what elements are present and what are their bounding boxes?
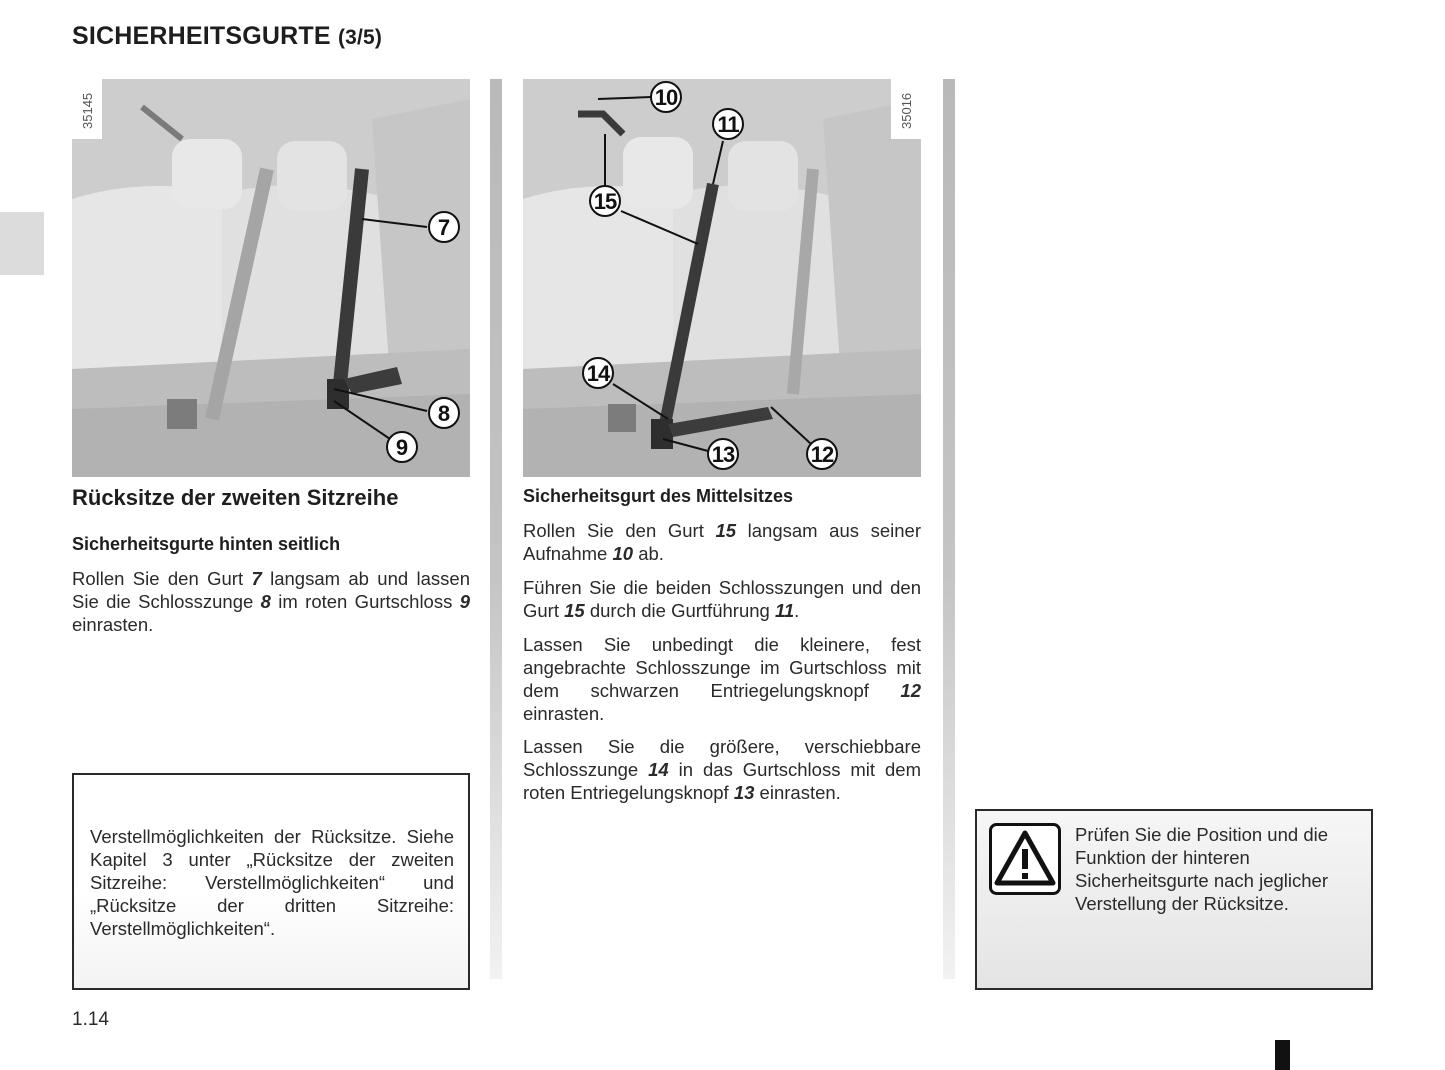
middle-belt-step-4: Lassen Sie die größere, verschiebbare Schlosszunge 14 in das Gurtschloss mit dem roten Entriegelungsknopf 13 einrasten. [523,736,921,803]
section-title: Rücksitze der zweiten Sitzreihe [72,485,399,510]
page-edge-marker [1275,1040,1290,1070]
figure-code: 35016 [899,92,914,129]
middle-belt-step-3: Lassen Sie unbedingt die kleinere, fest angebrachte Schlosszunge im Gurtschloss mit dem schwarzen Entriegelungsknopf 12 einrasten. [523,634,921,724]
warning-triangle-icon [989,823,1061,895]
callout-14 [583,358,613,388]
figure-code: 35145 [80,92,95,129]
subsection-title-side-belts: Sicherheitsgurte hinten seitlich [72,534,341,554]
page-title [72,22,382,51]
subsection-title-middle-belt: Sicherheitsgurt des Mittelsitzes [523,486,794,506]
middle-belt-step-1: Rollen Sie den Gurt 15 langsam aus seiner Aufnahme 10 ab. [523,520,922,564]
side-belt-instructions: Rollen Sie den Gurt 7 langsam ab und lassen Sie die Schlosszunge 8 im roten Gurtschloss 9 einrasten. [72,568,471,635]
page-title-text: SICHERHEITSGURTE [72,22,331,50]
svg-text:13: 13 [711,442,735,467]
warning-text: Prüfen Sie die Position und die Funktion der hinteren Sicherheitsgurte nach jeglicher Verstellung der Rücksitze. [1075,824,1329,914]
page-number: 1.14 [72,1009,109,1030]
callout-13 [708,439,738,469]
middle-belt-step-2: Führen Sie die beiden Schlosszungen und den Gurt 15 durch die Gurtführung 11. [523,577,921,621]
svg-text:10: 10 [654,85,678,110]
rear-seat-middle-belt-illustration [523,79,921,477]
note-box-seat-adjustment [72,773,470,990]
chapter-tab [0,212,44,275]
svg-text:9: 9 [395,435,409,460]
callout-9 [387,432,417,462]
callout-10 [651,82,681,112]
callout-11 [713,109,743,139]
callout-15 [590,186,620,216]
svg-text:8: 8 [437,401,451,426]
svg-text:11: 11 [717,112,739,137]
column-divider-right [943,79,955,979]
svg-text:14: 14 [586,361,610,386]
note-text: Verstellmöglichkeiten der Rücksitze. Siehe Kapitel 3 unter „Rücksitze der zweiten Sitzreihe: Verstellmöglichkeiten“ und „Rücksitze der dritten Sitzreihe: Verstellmöglichkeiten“. [90,826,454,939]
callout-8 [429,398,459,428]
column-divider-left [490,79,502,979]
svg-text:7: 7 [437,215,451,240]
page-indicator: (3/5) [337,26,383,49]
svg-text:12: 12 [810,442,834,467]
rear-seat-side-belt-illustration [72,79,470,477]
callout-12 [807,439,837,469]
svg-text:15: 15 [593,189,617,214]
callout-7 [429,212,459,242]
